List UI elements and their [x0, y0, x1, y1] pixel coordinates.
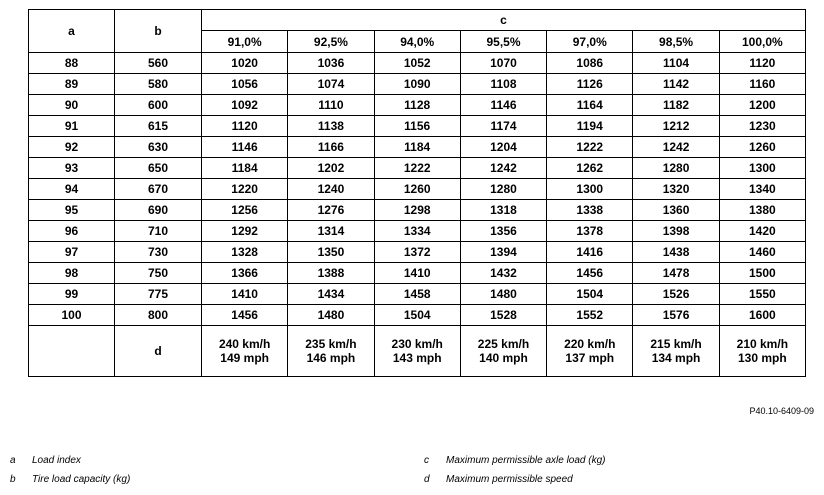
axle-load-cell: 1334	[374, 221, 460, 242]
axle-load-cell: 1380	[719, 200, 805, 221]
axle-load-cell: 1366	[202, 263, 288, 284]
axle-load-cell: 1432	[460, 263, 546, 284]
tire-capacity-cell: 710	[115, 221, 202, 242]
axle-load-cell: 1320	[633, 179, 719, 200]
load-index-cell: 89	[29, 74, 115, 95]
axle-load-cell: 1420	[719, 221, 805, 242]
axle-load-cell: 1174	[460, 116, 546, 137]
speed-mph: 137 mph	[565, 351, 615, 365]
axle-load-cell: 1300	[547, 179, 633, 200]
speed-mph: 134 mph	[651, 351, 701, 365]
legend-key: b	[10, 474, 16, 485]
speed-kmh: 210 km/h	[736, 337, 789, 351]
speed-mph: 140 mph	[479, 351, 528, 365]
tire-capacity-cell: 730	[115, 242, 202, 263]
load-index-cell: 92	[29, 137, 115, 158]
legend-key: c	[424, 455, 429, 466]
axle-load-cell: 1184	[202, 158, 288, 179]
speed-mph: 149 mph	[220, 351, 269, 365]
axle-load-cell: 1438	[633, 242, 719, 263]
percentage-header: 98,5%	[633, 31, 719, 53]
axle-load-cell: 1300	[719, 158, 805, 179]
axle-load-cell: 1138	[288, 116, 374, 137]
axle-load-cell: 1350	[288, 242, 374, 263]
axle-load-cell: 1160	[719, 74, 805, 95]
axle-load-cell: 1416	[547, 242, 633, 263]
axle-load-cell: 1146	[202, 137, 288, 158]
speed-mph: 143 mph	[392, 351, 442, 365]
table-row	[29, 221, 806, 242]
axle-load-cell: 1074	[288, 74, 374, 95]
speed-kmh: 240 km/h	[218, 337, 271, 351]
axle-load-cell: 1460	[719, 242, 805, 263]
axle-load-cell: 1576	[633, 305, 719, 326]
load-index-cell: 91	[29, 116, 115, 137]
speed-cell	[633, 326, 719, 377]
speed-cell	[719, 326, 805, 377]
axle-load-cell: 1260	[374, 179, 460, 200]
table-row	[29, 179, 806, 200]
tire-capacity-cell: 560	[115, 53, 202, 74]
load-index-cell: 88	[29, 53, 115, 74]
axle-load-cell: 1528	[460, 305, 546, 326]
axle-load-cell: 1456	[202, 305, 288, 326]
legend-text: Tire load capacity (kg)	[32, 474, 131, 485]
legend-key: a	[10, 455, 16, 466]
reference-code: P40.10-6409-09	[749, 406, 814, 416]
percentage-header: 94,0%	[374, 31, 460, 53]
axle-load-cell: 1120	[202, 116, 288, 137]
legend-text: Maximum permissible axle load (kg)	[446, 455, 606, 466]
col-b-header: b	[115, 10, 202, 53]
axle-load-cell: 1458	[374, 284, 460, 305]
table-row	[29, 284, 806, 305]
speed-kmh: 225 km/h	[477, 337, 530, 351]
table-row	[29, 200, 806, 221]
tire-capacity-cell: 750	[115, 263, 202, 284]
axle-load-cell: 1478	[633, 263, 719, 284]
axle-load-cell: 1314	[288, 221, 374, 242]
axle-load-cell: 1242	[633, 137, 719, 158]
axle-load-cell: 1052	[374, 53, 460, 74]
axle-load-cell: 1600	[719, 305, 805, 326]
legend-key: d	[424, 474, 430, 485]
axle-load-cell: 1398	[633, 221, 719, 242]
load-index-cell: 94	[29, 179, 115, 200]
axle-load-cell: 1280	[633, 158, 719, 179]
table-row	[29, 158, 806, 179]
header-row	[29, 10, 806, 31]
col-a-header: a	[29, 10, 115, 53]
axle-load-cell: 1194	[547, 116, 633, 137]
load-index-cell: 93	[29, 158, 115, 179]
axle-load-cell: 1090	[374, 74, 460, 95]
axle-load-cell: 1298	[374, 200, 460, 221]
speed-kmh: 215 km/h	[650, 337, 702, 351]
axle-load-cell: 1230	[719, 116, 805, 137]
axle-load-cell: 1410	[374, 263, 460, 284]
axle-load-cell: 1092	[202, 95, 288, 116]
axle-load-cell: 1200	[719, 95, 805, 116]
legend-text: Load index	[32, 455, 81, 466]
axle-load-cell: 1242	[460, 158, 546, 179]
axle-load-cell: 1378	[547, 221, 633, 242]
axle-load-cell: 1504	[547, 284, 633, 305]
tire-capacity-cell: 670	[115, 179, 202, 200]
percentage-header: 91,0%	[202, 31, 288, 53]
speed-row	[29, 326, 806, 377]
percentage-header: 95,5%	[460, 31, 546, 53]
axle-load-cell: 1338	[547, 200, 633, 221]
legend-item-d	[424, 474, 573, 485]
table-row	[29, 242, 806, 263]
axle-load-cell: 1104	[633, 53, 719, 74]
speed-cell	[288, 326, 374, 377]
tire-capacity-cell: 690	[115, 200, 202, 221]
tire-capacity-cell: 630	[115, 137, 202, 158]
axle-load-cell: 1142	[633, 74, 719, 95]
axle-load-cell: 1020	[202, 53, 288, 74]
tire-capacity-cell: 600	[115, 95, 202, 116]
legend-item-a	[10, 455, 81, 466]
axle-load-cell: 1504	[374, 305, 460, 326]
load-index-cell: 90	[29, 95, 115, 116]
axle-load-cell: 1222	[547, 137, 633, 158]
axle-load-cell: 1550	[719, 284, 805, 305]
load-index-cell: 95	[29, 200, 115, 221]
percentage-header: 97,0%	[547, 31, 633, 53]
axle-load-cell: 1164	[547, 95, 633, 116]
speed-cell	[374, 326, 460, 377]
axle-load-cell: 1280	[460, 179, 546, 200]
axle-load-cell: 1108	[460, 74, 546, 95]
speed-cell	[460, 326, 546, 377]
tire-capacity-cell: 580	[115, 74, 202, 95]
table-row	[29, 116, 806, 137]
table-row	[29, 74, 806, 95]
axle-load-cell: 1182	[633, 95, 719, 116]
load-index-cell: 100	[29, 305, 115, 326]
axle-load-cell: 1086	[547, 53, 633, 74]
axle-load-cell: 1292	[202, 221, 288, 242]
axle-load-cell: 1356	[460, 221, 546, 242]
legend-item-b	[10, 474, 130, 485]
axle-load-cell: 1360	[633, 200, 719, 221]
axle-load-cell: 1220	[202, 179, 288, 200]
tire-capacity-cell: 800	[115, 305, 202, 326]
axle-load-cell: 1146	[460, 95, 546, 116]
axle-load-cell: 1526	[633, 284, 719, 305]
speed-kmh: 235 km/h	[305, 337, 357, 351]
axle-load-cell: 1260	[719, 137, 805, 158]
axle-load-cell: 1318	[460, 200, 546, 221]
axle-load-cell: 1166	[288, 137, 374, 158]
axle-load-cell: 1120	[719, 53, 805, 74]
axle-load-cell: 1212	[633, 116, 719, 137]
speed-empty-cell	[29, 326, 115, 377]
table-row	[29, 305, 806, 326]
load-index-cell: 99	[29, 284, 115, 305]
col-c-header: c	[202, 10, 806, 31]
axle-load-cell: 1110	[288, 95, 374, 116]
axle-load-cell: 1056	[202, 74, 288, 95]
axle-load-cell: 1202	[288, 158, 374, 179]
axle-load-cell: 1372	[374, 242, 460, 263]
speed-cell	[202, 326, 288, 377]
tire-capacity-cell: 615	[115, 116, 202, 137]
speed-mph: 130 mph	[738, 351, 787, 365]
axle-load-cell: 1036	[288, 53, 374, 74]
tire-capacity-cell: 650	[115, 158, 202, 179]
axle-load-cell: 1256	[202, 200, 288, 221]
axle-load-cell: 1456	[547, 263, 633, 284]
speed-kmh: 230 km/h	[391, 337, 443, 351]
table-row	[29, 95, 806, 116]
load-index-cell: 98	[29, 263, 115, 284]
table-row	[29, 263, 806, 284]
speed-cell	[547, 326, 633, 377]
axle-load-cell: 1480	[460, 284, 546, 305]
legend-item-c	[424, 455, 606, 466]
axle-load-cell: 1184	[374, 137, 460, 158]
axle-load-cell: 1394	[460, 242, 546, 263]
axle-load-cell: 1128	[374, 95, 460, 116]
axle-load-cell: 1410	[202, 284, 288, 305]
axle-load-cell: 1204	[460, 137, 546, 158]
axle-load-cell: 1328	[202, 242, 288, 263]
load-index-cell: 96	[29, 221, 115, 242]
tire-capacity-cell: 775	[115, 284, 202, 305]
load-index-cell: 97	[29, 242, 115, 263]
percentage-header: 92,5%	[288, 31, 374, 53]
speed-mph: 146 mph	[306, 351, 356, 365]
legend-text: Maximum permissible speed	[446, 474, 573, 485]
axle-load-cell: 1480	[288, 305, 374, 326]
axle-load-cell: 1156	[374, 116, 460, 137]
percentage-header: 100,0%	[719, 31, 805, 53]
table-row	[29, 53, 806, 74]
axle-load-cell: 1434	[288, 284, 374, 305]
speed-kmh: 220 km/h	[564, 337, 616, 351]
axle-load-cell: 1276	[288, 200, 374, 221]
speed-label-cell: d	[115, 326, 202, 377]
axle-load-cell: 1500	[719, 263, 805, 284]
load-table	[28, 9, 806, 377]
axle-load-cell: 1388	[288, 263, 374, 284]
axle-load-cell: 1222	[374, 158, 460, 179]
axle-load-cell: 1340	[719, 179, 805, 200]
axle-load-cell: 1070	[460, 53, 546, 74]
axle-load-cell: 1240	[288, 179, 374, 200]
axle-load-cell: 1126	[547, 74, 633, 95]
axle-load-cell: 1262	[547, 158, 633, 179]
axle-load-cell: 1552	[547, 305, 633, 326]
table-row	[29, 137, 806, 158]
